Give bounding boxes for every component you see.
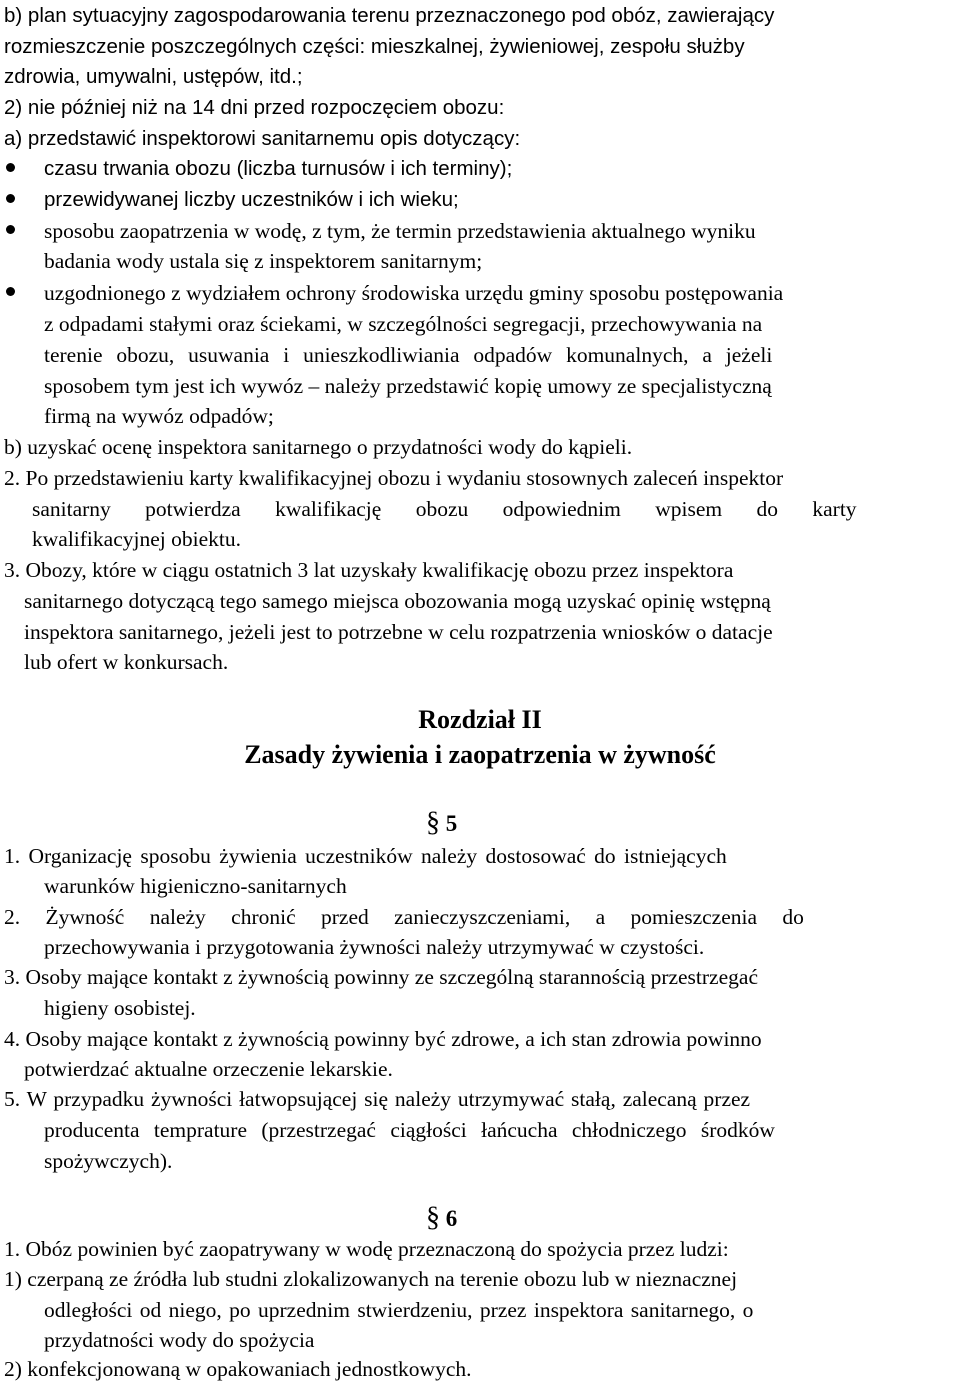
text-line: odległości od niego, po uprzednim stwierdzeniu, przez inspektora sanitarnego, o: [44, 1298, 754, 1322]
text-line: uzgodnionego z wydziałem ochrony środowiska urzędu gminy sposobu postępowania: [44, 281, 784, 305]
text-line: terenie obozu, usuwania i unieszkodliwiania odpadów komunalnych, a jeżeli: [44, 343, 773, 367]
text-line: 3. Osoby mające kontakt z żywnością powinny ze szczególną starannością przestrzegać: [4, 965, 758, 989]
text-line: sanitarnego dotyczącą tego samego miejsca obozowania mogą uzyskać opinię wstępną: [24, 589, 771, 613]
bullet-icon: [6, 287, 15, 296]
section-number: 6: [445, 1206, 458, 1231]
text-line: przechowywania i przygotowania żywności należy utrzymywać w czystości.: [44, 935, 705, 959]
text-line: firmą na wywóz odpadów;: [44, 404, 274, 428]
section-6-heading: [426, 1203, 457, 1235]
text-line: przydatności wody do spożycia: [44, 1328, 315, 1352]
chapter-subtitle: Zasady żywienia i zaopatrzenia w żywność: [244, 740, 716, 769]
text-line: sposobu zaopatrzenia w wodę, z tym, że termin przedstawienia aktualnego wyniku: [44, 219, 756, 243]
text-line: czasu trwania obozu (liczba turnusów i ich terminy);: [44, 157, 513, 180]
section-5-heading: [426, 808, 457, 840]
text-line: potwierdzać aktualne orzeczenie lekarskie.: [24, 1057, 393, 1081]
text-line: spożywczych).: [44, 1149, 173, 1173]
text-line: 3. Obozy, które w ciągu ostatnich 3 lat uzyskały kwalifikację obozu przez inspektora: [4, 558, 734, 582]
bullet-icon: [6, 163, 15, 172]
chapter-title: Rozdział II: [418, 705, 542, 734]
text-line: sanitarny potwierdza kwalifikację obozu odpowiednim wpisem do karty: [32, 497, 857, 521]
text-line: b) plan sytuacyjny zagospodarowania terenu przeznaczonego pod obóz, zawierający: [4, 4, 775, 27]
text-line: inspektora sanitarnego, jeżeli jest to potrzebne w celu rozpatrzenia wniosków o datacje: [24, 620, 773, 644]
text-line: 1) czerpaną ze źródła lub studni zlokalizowanych na terenie obozu lub w nieznacznej: [4, 1267, 738, 1291]
text-line: warunków higieniczno-sanitarnych: [44, 874, 347, 898]
text-line: zdrowia, umywalni, ustępów, itd.;: [4, 65, 303, 88]
text-line: higieny osobistej.: [44, 996, 196, 1020]
text-line: b) uzyskać ocenę inspektora sanitarnego o przydatności wody do kąpieli.: [4, 435, 633, 459]
section-sign: §: [426, 1202, 440, 1233]
bullet-icon: [6, 194, 15, 203]
text-line: przewidywanej liczby uczestników i ich wieku;: [44, 188, 459, 211]
text-line: kwalifikacyjnej obiektu.: [32, 527, 241, 551]
bullet-icon: [6, 225, 15, 234]
text-line: 1. Organizację sposobu żywienia uczestników należy dostosować do istniejących: [4, 844, 727, 868]
section-number: 5: [445, 811, 458, 836]
text-line: 4. Osoby mające kontakt z żywnością powinny być zdrowe, a ich stan zdrowia powinno: [4, 1027, 762, 1051]
text-line: 2) konfekcjonowaną w opakowaniach jednostkowych.: [4, 1357, 472, 1381]
text-line: 2. Po przedstawieniu karty kwalifikacyjnej obozu i wydaniu stosownych zaleceń inspektor: [4, 466, 784, 490]
text-line: z odpadami stałymi oraz ściekami, w szczególności segregacji, przechowywania na: [44, 312, 763, 336]
text-line: 1. Obóz powinien być zaopatrywany w wodę przeznaczoną do spożycia przez ludzi:: [4, 1237, 729, 1261]
text-line: rozmieszczenie poszczególnych części: mieszkalnej, żywieniowej, zespołu służby: [4, 35, 745, 58]
text-line: 2) nie później niż na 14 dni przed rozpoczęciem obozu:: [4, 96, 505, 119]
text-line: lub ofert w konkursach.: [24, 650, 229, 674]
text-line: badania wody ustala się z inspektorem sanitarnym;: [44, 249, 483, 273]
text-line: 5. W przypadku żywności łatwopsującej się należy utrzymywać stałą, zalecaną przez: [4, 1087, 751, 1111]
text-line: producenta temprature (przestrzegać ciągłości łańcucha chłodniczego środków: [44, 1118, 775, 1142]
section-sign: §: [426, 807, 440, 838]
text-line: a) przedstawić inspektorowi sanitarnemu opis dotyczący:: [4, 127, 521, 150]
text-line: 2. Żywność należy chronić przed zanieczyszczeniami, a pomieszczenia do: [4, 905, 804, 929]
text-line: sposobem tym jest ich wywóz – należy przedstawić kopię umowy ze specjalistyczną: [44, 374, 772, 398]
